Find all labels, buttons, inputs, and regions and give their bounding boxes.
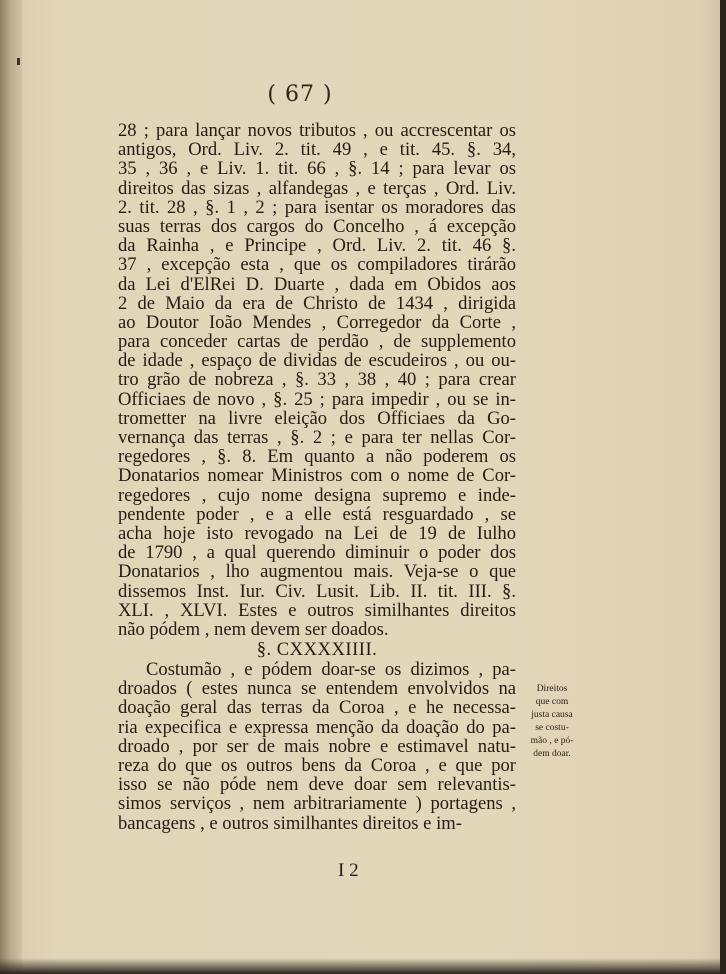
text-line: Costumão , e pódem doar-se os dizimos , pa- — [146, 660, 516, 680]
section-heading: §. CXXXXIIII. — [256, 639, 378, 661]
text-line: regedores , cujo nome designa supremo e inde- — [118, 485, 516, 505]
text-line: suas terras dos cargos do Concelho , á excepção — [118, 216, 516, 237]
text-line: 28 ; para lançar novos tributos , ou accrescentar os — [118, 121, 516, 141]
margin-note-line: mão , e pó- — [530, 736, 574, 746]
text-line: ao Doutor Ioão Mendes , Corregedor da Corte , — [118, 312, 516, 333]
section-paragraph — [118, 660, 516, 833]
text-line: antigos, Ord. Liv. 2. tit. 49 , e tit. 45. §. 34, — [118, 140, 516, 160]
text-line: bancagens , e outros similhantes direitos e im- — [118, 813, 462, 833]
text-line: tro grão de nobreza , §. 33 , 38 , 40 ; para crear — [118, 370, 516, 390]
text-line: isso se não póde nem deve doar sem relevantis- — [118, 775, 516, 795]
text-line: regedores , §. 8. Em quanto a não poderem os — [118, 447, 516, 467]
page-number: ( 67 ) — [267, 82, 333, 107]
text-line: simos serviços , nem arbitrariamente ) portagens , — [118, 794, 516, 814]
text-line: dissemos Inst. Iur. Civ. Lusit. Lib. II. tit. III. §. — [118, 581, 516, 601]
body-paragraph — [118, 121, 516, 639]
text-line: 2 de Maio da era de Christo de 1434 , dirigida — [118, 293, 516, 313]
text-line: acha hoje isto revogado na Lei de 19 de Iulho — [118, 523, 516, 544]
signature-mark: I 2 — [338, 860, 359, 881]
text-line: da Rainha , e Principe , Ord. Liv. 2. tit. 46 §. — [118, 236, 516, 256]
text-line: 37 , excepção esta , que os compiladores tirárão — [118, 255, 516, 275]
text-line: trometter na livre eleição dos Officiaes da Go- — [118, 408, 516, 428]
text-line: de idade , espaço de dividas de escudeiros , ou ou- — [118, 351, 516, 371]
text-line: da Lei d'ElRei D. Duarte , dada em Obidos aos — [118, 274, 516, 294]
page-spine-shadow — [0, 0, 22, 974]
margin-note-line: se costu- — [535, 723, 569, 733]
text-line: de 1790 , a qual querendo diminuir o poder dos — [118, 543, 516, 563]
text-line: Officiaes de novo , §. 25 ; para impedir , ou se in- — [118, 389, 516, 409]
text-line: vernança das terras , §. 2 ; e para ter nellas Cor- — [118, 428, 516, 448]
margin-note-line: justa causa — [531, 710, 573, 720]
page-edge-right — [720, 0, 726, 974]
text-line: 35 , 36 , e Liv. 1. tit. 66 , §. 14 ; para levar os — [118, 159, 516, 179]
text-line: não pódem , nem devem ser doados. — [118, 619, 389, 640]
text-line: para conceder cartas de perdão , de supplemento — [118, 332, 516, 352]
margin-note-line: Direitos — [536, 684, 568, 694]
text-line: Donatarios nomear Ministros com o nome de Cor- — [118, 466, 516, 486]
text-line: direitos das sizas , alfandegas , e terças , Ord. Liv. — [118, 178, 516, 198]
text-line: droado , por ser de mais nobre e estimavel natu- — [118, 736, 516, 756]
text-line: Donatarios , lho augmentou mais. Veja-se o que — [118, 562, 516, 582]
text-line: doação geral das terras da Coroa , e he necessa- — [118, 698, 516, 718]
text-line: droados ( estes nunca se entendem envolvidos na — [118, 679, 516, 699]
margin-note-line: dem doar. — [533, 749, 571, 759]
text-line: pendente poder , e a elle está resguardado , se — [118, 504, 516, 524]
text-line: ria expecifica e expressa menção da doação do pa- — [118, 717, 516, 737]
main-text-block — [118, 121, 516, 833]
text-line: XLI. , XLVI. Estes e outros similhantes direitos — [118, 600, 516, 620]
binding-mark — [17, 58, 20, 65]
text-line: 2. tit. 28 , §. 1 , 2 ; para isentar os moradores das — [118, 197, 516, 217]
margin-note — [521, 683, 583, 761]
text-line: reza do que os outros bens da Coroa , e que por — [118, 756, 516, 776]
margin-note-line: que com — [535, 697, 569, 707]
page-edge-bottom — [0, 958, 726, 974]
